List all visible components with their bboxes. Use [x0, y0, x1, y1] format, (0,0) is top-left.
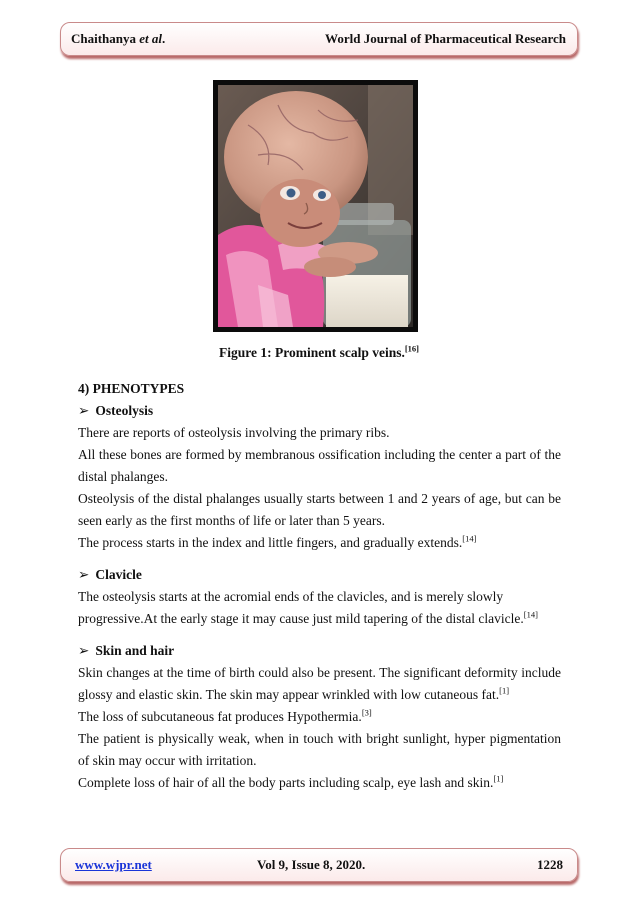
paragraph: Complete loss of hair of all the body parts including scalp, eye lash and skin.[1]: [78, 773, 504, 790]
arrowhead-bullet-icon: ➢: [78, 643, 90, 658]
subheading-clavicle: ➢ Clavicle: [78, 564, 561, 586]
arrowhead-bullet-icon: ➢: [78, 567, 90, 582]
paragraph: There are reports of osteolysis involving the primary ribs.: [78, 425, 390, 440]
paragraph: Skin changes at the time of birth could also be present. The significant deformity include glossy and elastic skin. The skin may appear wrinkled with low cutaneous fat.[1]: [78, 665, 561, 702]
journal-website-link[interactable]: www.wjpr.net: [75, 857, 152, 872]
figure-photo: [213, 80, 418, 332]
header-journal: World Journal of Pharmaceutical Research: [325, 31, 566, 46]
page-footer: [60, 848, 578, 882]
arrowhead-bullet-icon: ➢: [78, 403, 90, 418]
figure-caption: Figure 1: Prominent scalp veins.[16]: [218, 343, 420, 360]
paragraph: The process starts in the index and little fingers, and gradually extends.[14]: [78, 533, 477, 550]
section-title: 4) PHENOTYPES: [78, 381, 185, 396]
paragraph: The loss of subcutaneous fat produces Hypothermia.[3]: [78, 707, 372, 724]
page-header: [60, 22, 578, 56]
paragraph: The patient is physically weak, when in touch with bright sunlight, hyper pigmentation of skin may occur with irritation.: [78, 731, 561, 768]
main-content: [78, 378, 561, 794]
paragraph: All these bones are formed by membranous ossification including the center a part of the distal phalanges.: [78, 447, 561, 484]
paragraph: Osteolysis of the distal phalanges usually starts between 1 and 2 years of age, but can be seen early as the first months of life or later than 5 years.: [78, 491, 561, 528]
page-number: 1228: [537, 857, 563, 872]
subheading-osteolysis: ➢ Osteolysis: [78, 400, 561, 422]
subheading-skin-and-hair: ➢ Skin and hair: [78, 640, 561, 662]
header-author: Chaithanya et al.: [71, 31, 166, 46]
paragraph: The osteolysis starts at the acromial ends of the clavicles, and is merely slowly progressive.At the early stage it may cause just mild tapering of the distal clavicle.[14]: [78, 589, 538, 626]
volume-issue: Vol 9, Issue 8, 2020.: [257, 857, 366, 872]
